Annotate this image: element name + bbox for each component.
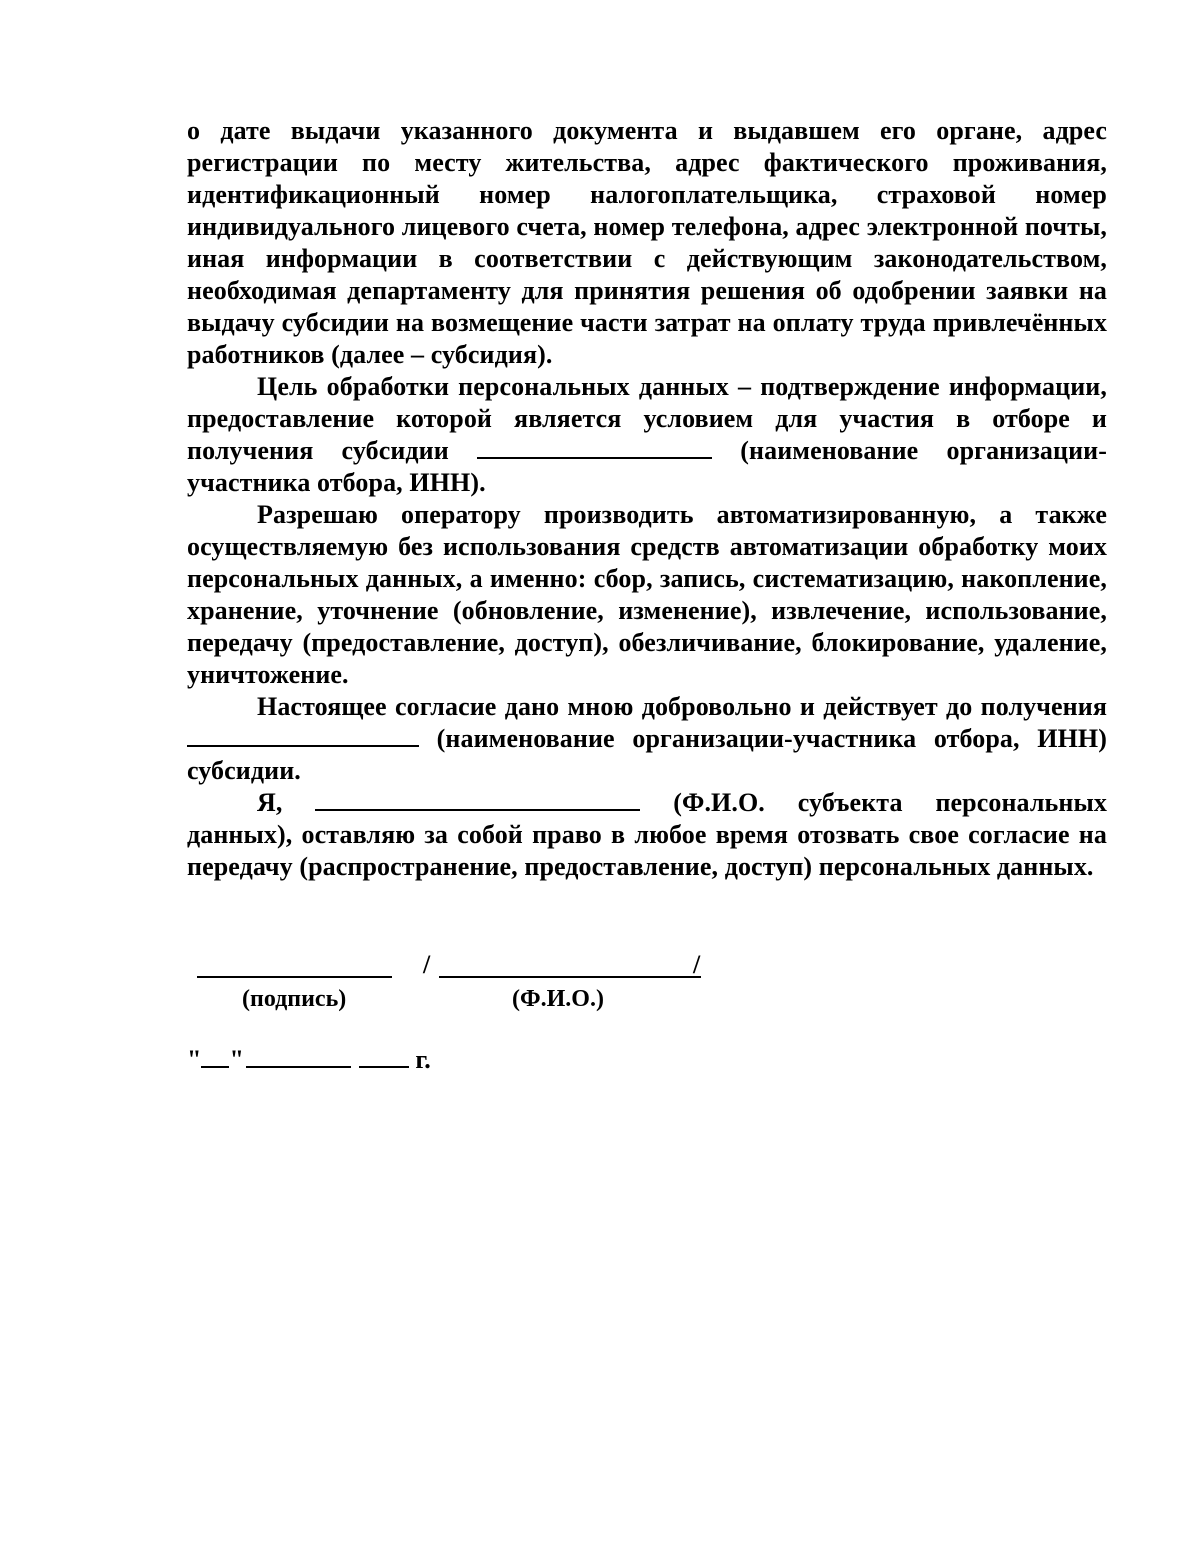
signature-caption: (подпись) (242, 986, 347, 1012)
name-caption: (Ф.И.О.) (512, 986, 604, 1012)
paragraph-text: Разрешаю оператору производить автоматизированную, а также осуществляемую без использования средств автоматизации обработку моих персональных данных, а именно: сбор, запись, систематизацию, накопление, хранение, уточнение (обновление, изменение), извлечение, использование, передачу (предоставление, доступ), обезличивание, блокирование, удаление, уничтожение. (187, 500, 1107, 689)
name-line[interactable] (439, 976, 701, 978)
date-open-quote: " (187, 1045, 202, 1074)
paragraph-text: (наименование организации-участника отбора, ИНН) субсидии. (187, 724, 1108, 785)
paragraph-processing-purpose (187, 371, 1107, 499)
signature-line[interactable] (197, 976, 392, 978)
date-month-blank[interactable] (246, 1040, 351, 1068)
paragraph-text: о дате выдачи указанного документа и выдавшем его органе, адрес регистрации по месту жительства, адрес фактического проживания, идентификационный номер налогоплательщика, страховой номер индивидуального лицевого счета, номер телефона, адрес электронной почты, иная информации в соответствии с действующим законодательством, необходимая департаменту для принятия решения об одобрении заявки на выдачу субсидии на возмещение части затрат на оплату труда привлечённых работников (далее – субсидия). (187, 116, 1107, 369)
paragraph-text: Настоящее согласие дано мною добровольно и действует до получения (257, 692, 1107, 721)
date-close-quote: " (229, 1045, 244, 1074)
paragraph-text: Я, (257, 788, 283, 817)
organization-name-blank[interactable] (477, 435, 712, 459)
date-day-blank[interactable] (201, 1040, 229, 1068)
paragraph-text: (наименование организации-участника отбора, ИНН). (187, 436, 1107, 497)
slash-open: / (423, 950, 431, 979)
paragraph-text: Цель обработки персональных данных – подтверждение информации, предоставление которой является условием для участия в отборе и получения субсидии (187, 372, 1107, 465)
subject-name-blank[interactable] (315, 787, 640, 811)
paragraph-text: (Ф.И.О. субъекта персональных данных), оставляю за собой право в любое время отозвать свое согласие на передачу (распространение, предоставление, доступ) персональных данных. (187, 788, 1107, 881)
consent-text (187, 115, 1107, 883)
year-suffix: г. (415, 1045, 431, 1074)
date-line (187, 1040, 431, 1075)
slash-close: / (693, 950, 701, 979)
paragraph-processing-permission (187, 499, 1107, 691)
organization-name-blank[interactable] (187, 723, 419, 747)
paragraph-personal-data-list (187, 115, 1107, 371)
paragraph-withdrawal-right (187, 787, 1107, 883)
paragraph-consent-validity (187, 691, 1107, 787)
date-year-blank[interactable] (359, 1040, 409, 1068)
